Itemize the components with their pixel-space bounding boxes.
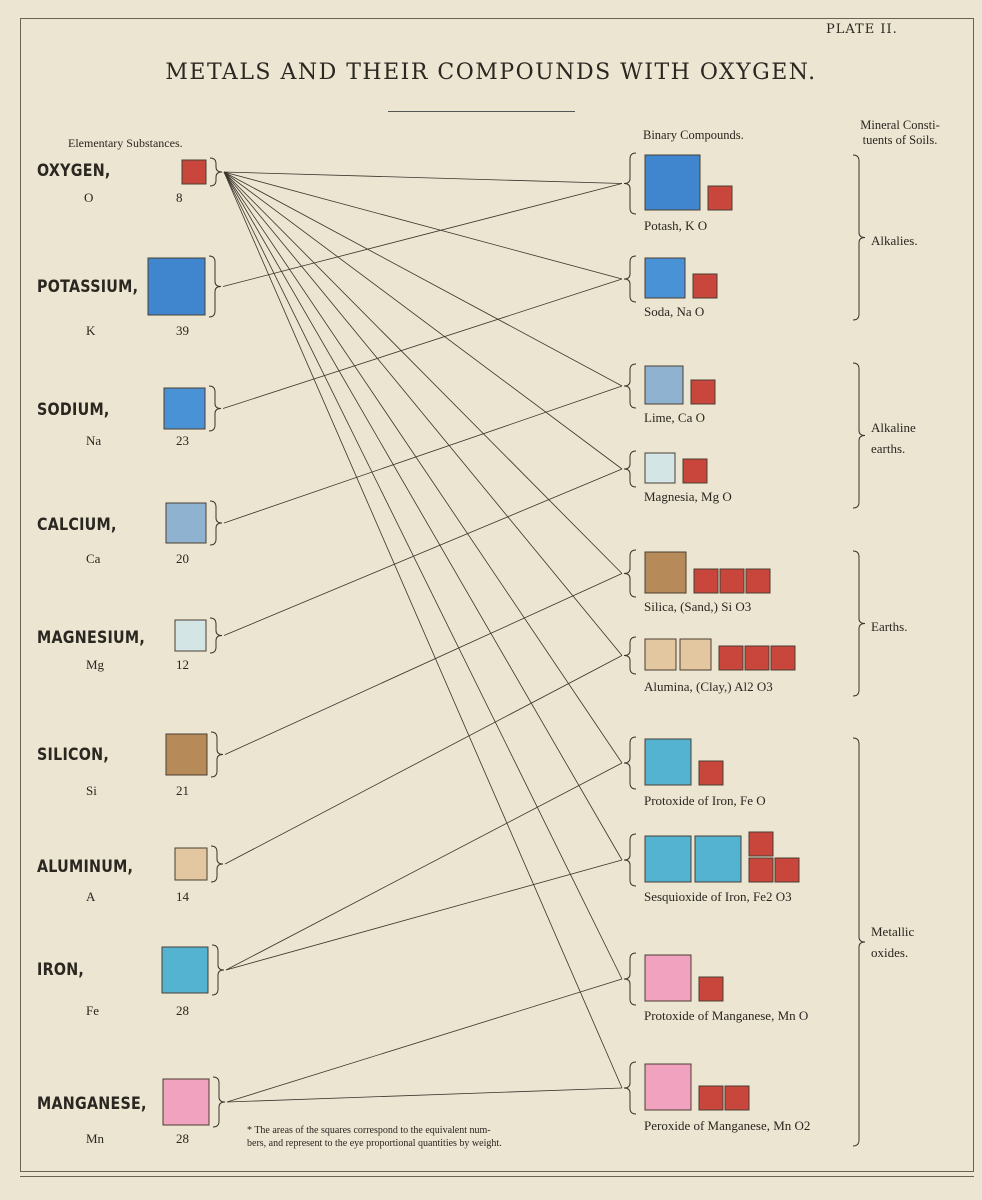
compound-oxygen-square (699, 977, 723, 1001)
compound-oxygen-square (694, 569, 718, 593)
compound-oxygen-square (720, 569, 744, 593)
oxygen-bond-line (224, 172, 622, 184)
element-weight: 14 (176, 889, 189, 904)
compound-oxygen-square (745, 646, 769, 670)
compound-oxygen-square (683, 459, 707, 483)
group-label-line2: earths. (871, 441, 906, 456)
oxygen-bond-line (224, 172, 622, 1088)
compound-label: Magnesia, Mg O (644, 489, 732, 504)
element-weight: 28 (176, 1003, 189, 1018)
element-square-aluminum (175, 848, 207, 880)
metal-bond-line (225, 574, 622, 755)
element-square-sodium (164, 388, 205, 429)
element-weight: 20 (176, 551, 189, 566)
compound-oxygen-square (699, 1086, 723, 1110)
compound-metal-square (695, 836, 741, 882)
element-square-potassium (148, 258, 205, 315)
group-label (871, 616, 907, 637)
element-weight: 12 (176, 657, 189, 672)
group-brace (853, 155, 865, 320)
compound-metal-square (645, 1064, 691, 1110)
group-brace (853, 363, 865, 508)
group-label (871, 921, 914, 963)
compound-oxygen-square (771, 646, 795, 670)
element-symbol: K (86, 323, 96, 338)
compound-brace (624, 153, 636, 214)
element-square-calcium (166, 503, 206, 543)
element-weight: 8 (176, 190, 183, 205)
metal-bond-line (224, 386, 622, 523)
compound-oxygen-square (746, 569, 770, 593)
group-label (871, 417, 916, 459)
oxygen-bond-line (224, 172, 622, 574)
group-label-line1: Metallic (871, 924, 915, 939)
metal-bond-line (224, 469, 622, 636)
metal-bond-line (223, 279, 622, 409)
header-mineral-line1: Mineral Consti- (860, 118, 940, 132)
group-label-line2: oxides. (871, 945, 909, 960)
compound-brace (624, 953, 636, 1005)
compound-oxygen-square (775, 858, 799, 882)
metal-bond-line (227, 1088, 622, 1102)
compound-oxygen-square (749, 832, 773, 856)
element-name: CALCIUM, (37, 515, 117, 535)
element-brace (213, 1077, 225, 1127)
oxygen-bond-line (224, 172, 622, 860)
footnote-line2: bers, and represent to the eye proportional quantities by weight. (247, 1138, 502, 1149)
element-weight: 28 (176, 1131, 189, 1146)
element-square-silicon (166, 734, 207, 775)
compound-oxygen-square (749, 858, 773, 882)
footnote (247, 1124, 612, 1150)
element-name: IRON, (37, 960, 85, 980)
plate-label: PLATE II. (826, 22, 898, 37)
compound-oxygen-square (708, 186, 732, 210)
compound-label: Lime, Ca O (644, 410, 706, 425)
metal-bond-line (225, 656, 622, 865)
element-weight: 21 (176, 783, 189, 798)
oxygen-bond-line (224, 172, 622, 763)
element-name: MAGNESIUM, (37, 628, 146, 648)
compound-label: Protoxide of Manganese, Mn O (644, 1008, 809, 1023)
element-name: ALUMINUM, (37, 857, 134, 877)
element-name: MANGANESE, (37, 1094, 147, 1114)
compound-oxygen-square (699, 761, 723, 785)
group-brace (853, 738, 865, 1146)
metal-bond-line (227, 979, 622, 1102)
compound-metal-square (645, 955, 691, 1001)
oxygen-bond-line (224, 172, 622, 386)
element-name: SODIUM, (37, 400, 110, 420)
element-brace (212, 945, 224, 995)
compound-label: Silica, (Sand,) Si O3 (644, 599, 752, 614)
compound-oxygen-square (693, 274, 717, 298)
element-brace (211, 732, 223, 777)
element-square-magnesium (175, 620, 206, 651)
compound-metal-square (645, 453, 675, 483)
oxygen-bond-line (224, 172, 622, 279)
metal-bond-line (226, 763, 622, 970)
compound-metal-square (645, 258, 685, 298)
element-symbol: Mg (86, 657, 105, 672)
group-label-line1: Alkalies. (871, 233, 918, 248)
element-square-oxygen (182, 160, 206, 184)
oxygen-bond-line (224, 172, 622, 469)
element-name: SILICON, (37, 745, 110, 765)
metal-bond-line (226, 860, 622, 970)
element-brace (210, 618, 222, 653)
header-binary: Binary Compounds. (643, 128, 744, 142)
compound-metal-square (645, 639, 676, 670)
element-symbol: A (86, 889, 96, 904)
element-square-iron (162, 947, 208, 993)
element-square-manganese (163, 1079, 209, 1125)
compound-metal-square (645, 155, 700, 210)
element-symbol: Si (86, 783, 97, 798)
compound-brace (624, 550, 636, 597)
compound-brace (624, 364, 636, 408)
compound-metal-square (645, 836, 691, 882)
oxygen-bond-line (224, 172, 622, 656)
header-mineral-line2: tuents of Soils. (862, 133, 938, 147)
compound-label: Peroxide of Manganese, Mn O2 (644, 1118, 811, 1133)
metal-bond-line (223, 184, 622, 287)
compound-label: Alumina, (Clay,) Al2 O3 (644, 679, 773, 694)
header-elementary: Elementary Substances. (68, 136, 183, 150)
element-name: OXYGEN, (37, 161, 111, 181)
element-symbol: O (84, 190, 94, 205)
group-label (871, 230, 918, 251)
compound-oxygen-square (691, 380, 715, 404)
compound-brace (624, 256, 636, 302)
element-symbol: Fe (86, 1003, 99, 1018)
compound-brace (624, 451, 636, 487)
compound-metal-square (645, 366, 683, 404)
element-brace (210, 158, 222, 186)
element-symbol: Mn (86, 1131, 105, 1146)
page-title: METALS AND THEIR COMPOUNDS WITH OXYGEN. (165, 60, 817, 85)
element-brace (209, 386, 221, 431)
compound-label: Potash, K O (644, 218, 708, 233)
compound-label: Soda, Na O (644, 304, 705, 319)
compound-label: Protoxide of Iron, Fe O (644, 793, 766, 808)
oxygen-bond-line (224, 172, 622, 979)
element-symbol: Na (86, 433, 102, 448)
element-brace (210, 501, 222, 545)
compound-metal-square (645, 739, 691, 785)
compound-brace (624, 834, 636, 886)
element-brace (209, 256, 221, 317)
element-brace (211, 846, 223, 882)
compound-label: Sesquioxide of Iron, Fe2 O3 (644, 889, 792, 904)
element-weight: 23 (176, 433, 189, 448)
element-weight: 39 (176, 323, 189, 338)
compound-oxygen-square (719, 646, 743, 670)
group-label-line1: Earths. (871, 619, 908, 634)
element-name: POTASSIUM, (37, 277, 139, 297)
group-label-line1: Alkaline (871, 420, 916, 435)
compound-metal-square (645, 552, 686, 593)
element-symbol: Ca (86, 551, 101, 566)
footnote-line1: * The areas of the squares correspond to the equivalent num- (247, 1125, 491, 1136)
compound-brace (624, 737, 636, 789)
compound-brace (624, 637, 636, 674)
compound-metal-square (680, 639, 711, 670)
compound-oxygen-square (725, 1086, 749, 1110)
group-brace (853, 551, 865, 696)
compound-brace (624, 1062, 636, 1114)
